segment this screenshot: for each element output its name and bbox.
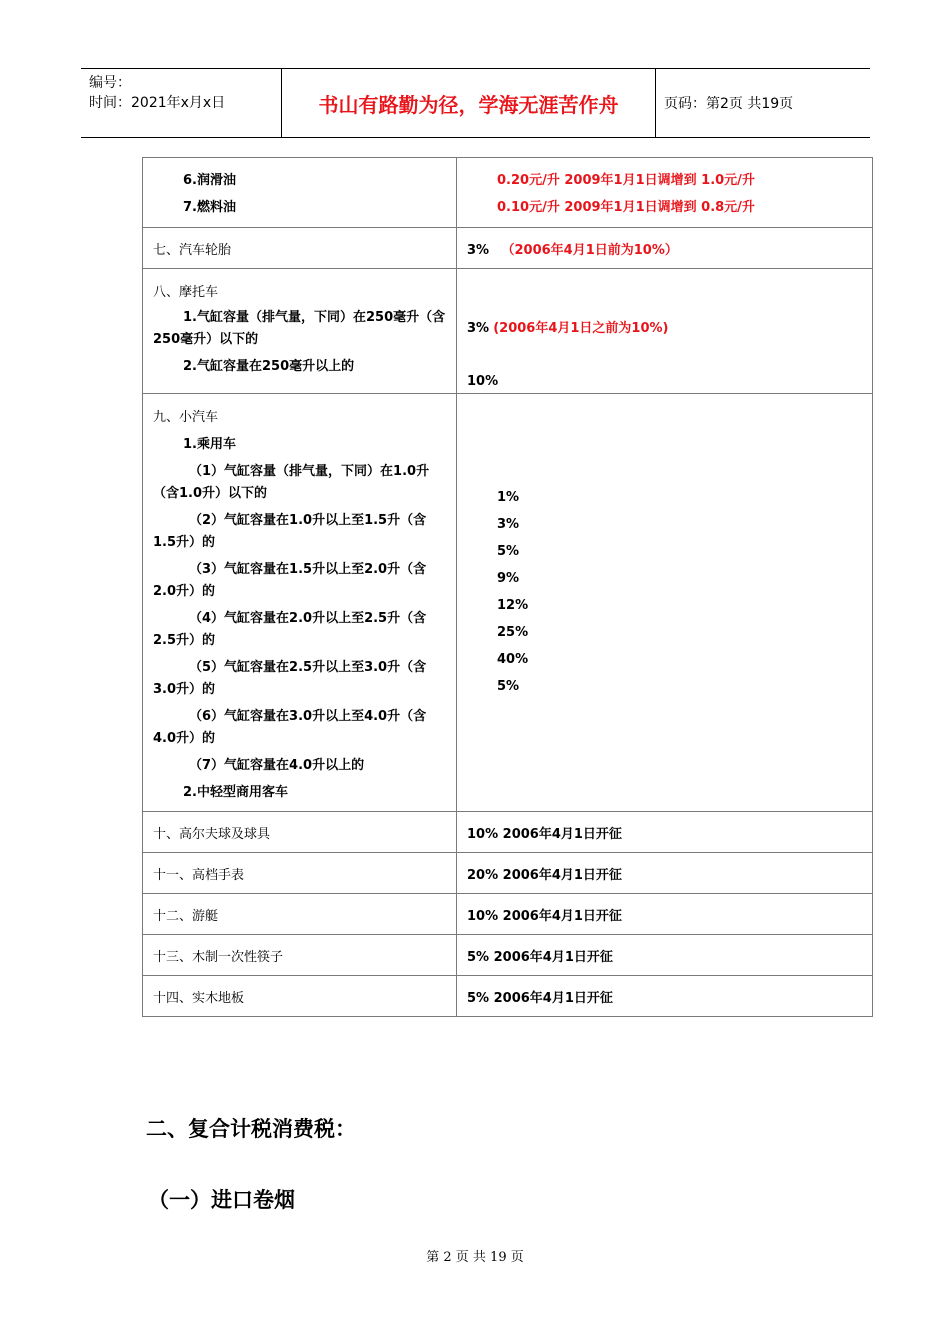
rate-lubricant: 0.20元/升 2009年1月1日调增到 1.0元/升 [497, 173, 755, 188]
rate-tires-note: （2006年4月1日前为10%） [501, 242, 678, 258]
item-motorcycle-large: 2.气缸容量在250毫升以上的 [183, 359, 355, 374]
number-label: 编号： [89, 75, 131, 91]
item-wood-floor: 十四、实木地板 [143, 976, 457, 1017]
page-header [81, 68, 870, 138]
table-row [143, 935, 873, 976]
page-footer: 第 2 页 共 19 页 [426, 1250, 524, 1265]
rate-value: 40% [497, 652, 529, 667]
rate-fuel-oil: 0.10元/升 2009年1月1日调增到 0.8元/升 [497, 200, 755, 215]
table-row [143, 853, 873, 894]
item-car-class: （5）气缸容量在2.5升以上至3.0升（含3.0升）的 [153, 660, 427, 697]
item-motorcycle-small: 1.气缸容量（排气量，下同）在250毫升（含250毫升）以下的 [153, 310, 446, 347]
rate-tires: 3% [467, 242, 490, 258]
motto: 书山有路勤为径，学海无涯苦作舟 [318, 92, 619, 117]
rate-value: 5% [497, 679, 520, 694]
rate-motorcycle-large: 10% [467, 374, 499, 389]
rate-cell [457, 394, 873, 812]
item-car-class: （7）气缸容量在4.0升以上的 [189, 758, 365, 773]
item-cell [143, 394, 457, 812]
item-yacht: 十二、游艇 [143, 894, 457, 935]
tax-rate-table [142, 157, 873, 1017]
rate-motorcycle-small: 3% [467, 321, 490, 336]
page-label: 页码：第2页 共19页 [664, 96, 794, 112]
item-car-class: （1）气缸容量（排气量，下同）在1.0升（含1.0升）以下的 [153, 464, 430, 501]
item-car-class: （2）气缸容量在1.0升以上至1.5升（含1.5升）的 [153, 513, 427, 550]
item-golf: 十、高尔夫球及球具 [143, 812, 457, 853]
item-cell [143, 158, 457, 228]
item-motorcycle: 八、摩托车 [153, 285, 219, 300]
header-meta [89, 73, 225, 113]
item-car-class: （6）气缸容量在3.0升以上至4.0升（含4.0升）的 [153, 709, 427, 746]
rate-value: 12% [497, 598, 529, 613]
rate-chopsticks: 5% 2006年4月1日开征 [457, 935, 873, 976]
item-tires: 七、汽车轮胎 [143, 228, 457, 269]
subsection-title: （一）进口卷烟 [148, 1187, 295, 1212]
rate-cell [457, 158, 873, 228]
table-row [143, 394, 873, 812]
section-title: 二、复合计税消费税： [146, 1116, 356, 1141]
item-car-class: （4）气缸容量在2.0升以上至2.5升（含2.5升）的 [153, 611, 427, 648]
table-row [143, 894, 873, 935]
rate-value: 5% [497, 544, 520, 559]
table-row [143, 976, 873, 1017]
item-car: 九、小汽车 [153, 410, 219, 425]
table-row [143, 812, 873, 853]
rate-cell [457, 228, 873, 269]
rate-value: 9% [497, 571, 520, 586]
header-motto-cell [281, 69, 656, 137]
item-passenger-car: 1.乘用车 [183, 437, 236, 452]
rate-yacht: 10% 2006年4月1日开征 [457, 894, 873, 935]
item-chopsticks: 十三、木制一次性筷子 [143, 935, 457, 976]
table-row [143, 228, 873, 269]
rate-motorcycle-note: (2006年4月1日之前为10%) [493, 321, 669, 336]
item-commercial-bus: 2.中轻型商用客车 [183, 785, 288, 800]
rate-value: 1% [497, 490, 520, 505]
rate-golf: 10% 2006年4月1日开征 [457, 812, 873, 853]
item-cell [143, 269, 457, 394]
rate-watch: 20% 2006年4月1日开征 [457, 853, 873, 894]
time-label: 时间：2021年x月x日 [89, 95, 226, 111]
table-row [143, 158, 873, 228]
item-fuel-oil: 7.燃料油 [183, 200, 236, 215]
rate-value: 25% [497, 625, 529, 640]
rate-cell [457, 269, 873, 394]
table-row [143, 269, 873, 394]
rate-value: 3% [497, 517, 520, 532]
rate-wood-floor: 5% 2006年4月1日开征 [457, 976, 873, 1017]
item-car-class: （3）气缸容量在1.5升以上至2.0升（含2.0升）的 [153, 562, 427, 599]
item-watch: 十一、高档手表 [143, 853, 457, 894]
item-lubricant: 6.润滑油 [183, 173, 236, 188]
